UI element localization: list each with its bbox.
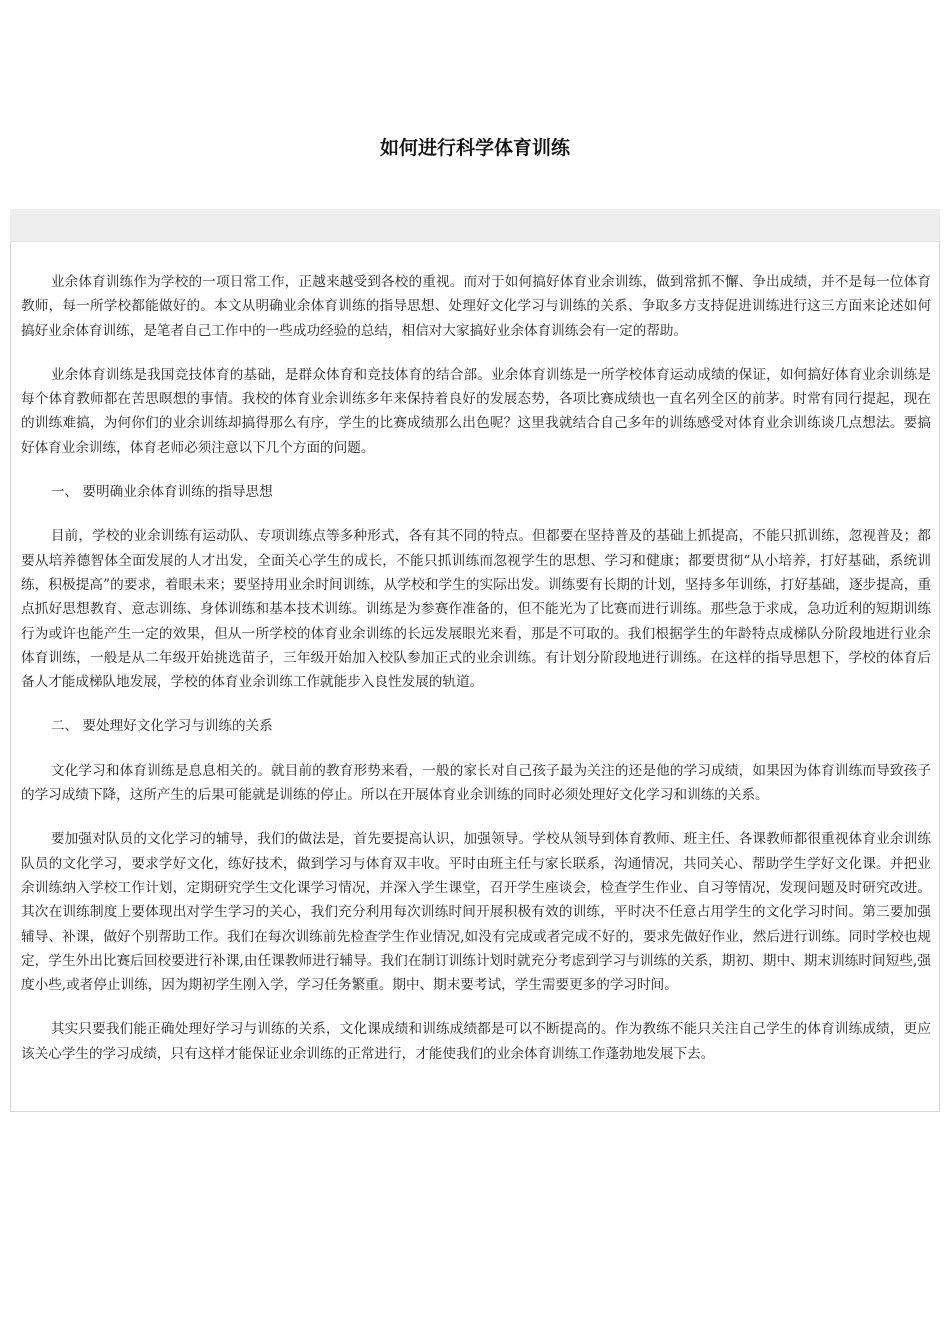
paragraph-intro: 业余体育训练作为学校的一项日常工作，正越来越受到各校的重视。而对于如何搞好体育业余训练，做到常抓不懈、争出成绩，并不是每一位体育教师，每一所学校都能做好的。本文从明确业余体育训练的指导思想、处理好文化学习与训练的关系、争取多方支持促进训练进行这三方面来论述如何搞好业余体育训练，是笔者自己工作中的一些成功经验的总结，相信对大家搞好业余体育训练会有一定的帮助。 [21,274,931,339]
article-body [10,241,940,1112]
paragraph-background: 业余体育训练是我国竞技体育的基础，是群众体育和竞技体育的结合部。业余体育训练是一所学校体育运动成绩的保证，如何搞好体育业余训练是每个体育教师都在苦思暝想的事情。我校的体育业余训练多年来保持着良好的发展态势，各项比赛成绩也一直名列全区的前茅。时常有同行提起，现在的训练难搞，为何你们的业余训练却搞得那么有序，学生的比赛成绩那么出色呢？这里我就结合自己多年的训练感受对体育业余训练谈几点想法。要搞好体育业余训练，体育老师必须注意以下几个方面的问题。 [21,366,931,456]
paragraph-section-1: 目前，学校的业余训练有运动队、专项训练点等多种形式，各有其不同的特点。但都要在坚持普及的基础上抓提高，不能只抓训练，忽视普及；都要从培养德智体全面发展的人才出发，全面关心学生的成长，不能只抓训练而忽视学生的思想、学习和健康；都要贯彻“从小培养，打好基础，系统训练，积极提高”的要求，着眼未来；要坚持用业余时间训练，从学校和学生的实际出发。训练要有长期的计划，坚持多年训练，打好基础，逐步提高，重点抓好思想教育、意志训练、身体训练和基本技术训练。训练是为参赛作准备的，但不能光为了比赛而进行训练。那些急于求成，急功近利的短期训练行为或许也能产生一定的效果，但从一所学校的体育业余训练的长远发展眼光来看，那是不可取的。我们根据学生的年龄特点成梯队分阶段地进行业余体育训练，一般是从二年级开始挑选苗子，三年级开始加入校队参加正式的业余训练。有计划分阶段地进行训练。在这样的指导思想下，学校的体育后备人才能成梯队地发展，学校的体育业余训练工作就能步入良性发展的轨道。 [21,528,931,691]
toolbar-band [10,209,940,241]
page-title: 如何进行科学体育训练 [379,137,570,159]
paragraph-section-2b: 要加强对队员的文化学习的辅导，我们的做法是，首先要提高认识，加强领导。学校从领导到体育教师、班主任、各课教师都很重视体育业余训练队员的文化学习，要求学好文化，练好技术，做到学习与体育双丰收。平时由班主任与家长联系，沟通情况，共同关心、帮助学生学好文化课。并把业余训练纳入学校工作计划，定期研究学生文化课学习情况，并深入学生课堂，召开学生座谈会，检查学生作业、自习等情况，发现问题及时研究改进。其次在训练制度上要体现出对学生学习的关心，我们充分利用每次训练时间开展积极有效的训练，平时决不任意占用学生的文化学习时间。第三要加强辅导、补课，做好个别帮助工作。我们在每次训练前先检查学生作业情况,如没有完成或者完成不好的，要求先做好作业，然后进行训练。同时学校也规定，学生外出比赛后回校要进行补课,由任课教师进行辅导。我们在制订训练计划时就充分考虑到学习与训练的关系，期初、期中、期末训练时间短些,强度小些,或者停止训练，因为期初学生刚入学，学习任务繁重。期中、期末要考试，学生需要更多的学习时间。 [21,831,931,994]
paragraph-section-2a: 文化学习和体育训练是息息相关的。就目前的教育形势来看，一般的家长对自己孩子最为关注的还是他的学习成绩，如果因为体育训练而导致孩子的学习成绩下降，这所产生的后果可能就是训练的停止。所以在开展体育业余训练的同时必须处理好文化学习和训练的关系。 [21,762,931,804]
section-heading-1: 一、 要明确业余体育训练的指导思想 [50,484,273,501]
paragraph-conclusion: 其实只要我们能正确处理好学习与训练的关系，文化课成绩和训练成绩都是可以不断提高的。作为教练不能只关注自己学生的体育训练成绩，更应该关心学生的学习成绩，只有这样才能保证业余训练的正常进行，才能使我们的业余体育训练工作蓬勃地发展下去。 [21,1021,931,1062]
section-heading-2: 二、 要处理好文化学习与训练的关系 [50,718,273,735]
